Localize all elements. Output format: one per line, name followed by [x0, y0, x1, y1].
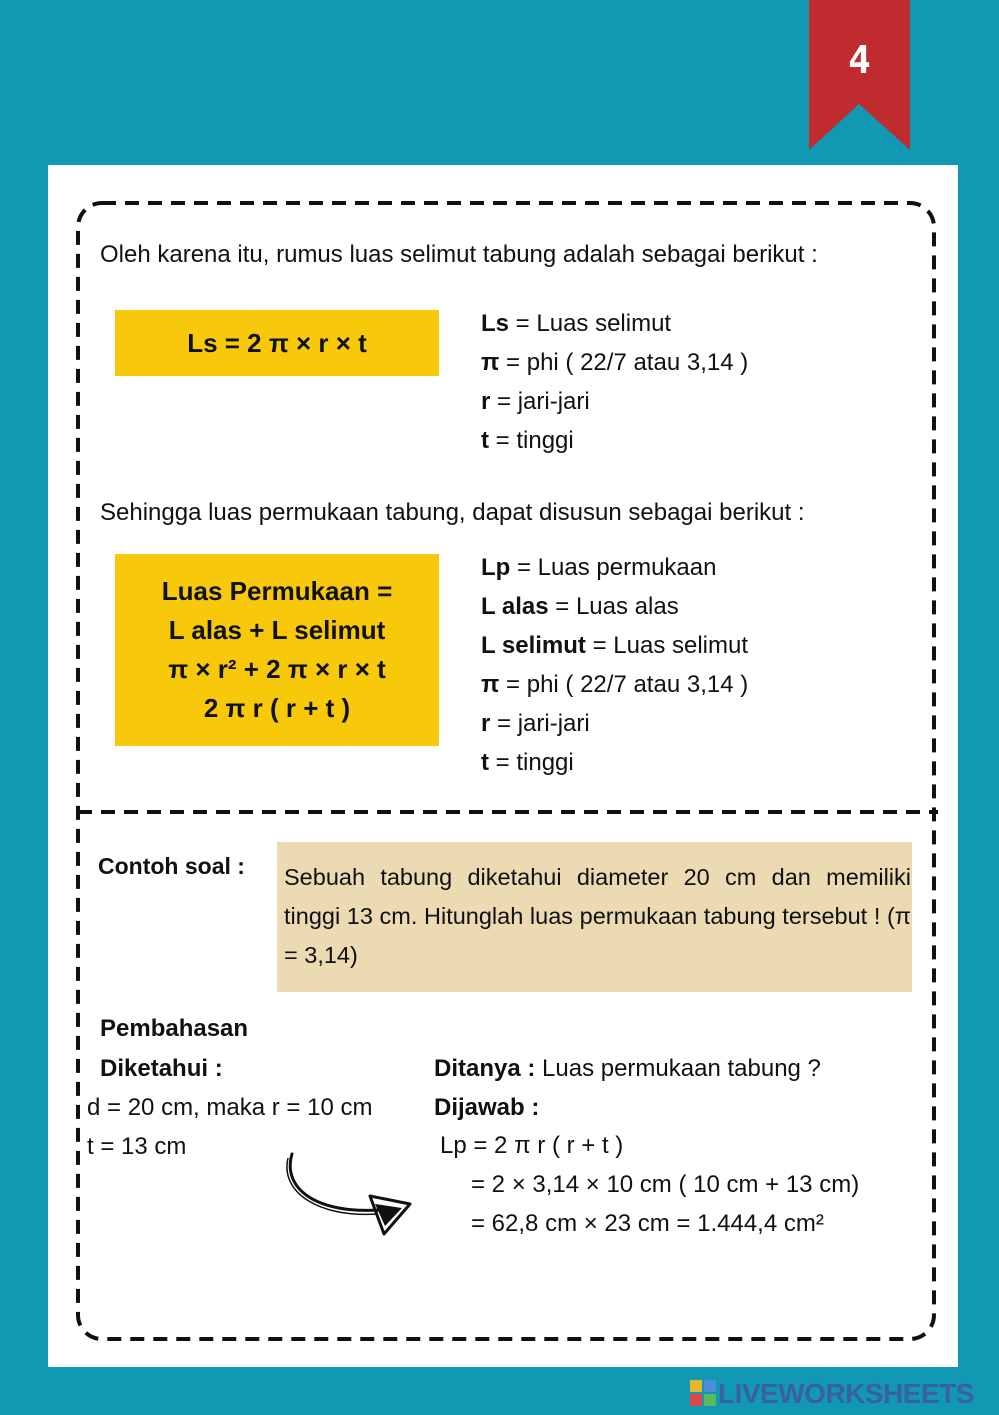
answer-line: = 2 × 3,14 × 10 cm ( 10 cm + 13 cm) [471, 1171, 860, 1198]
legend-item: t = tinggi [481, 427, 574, 454]
page-number: 4 [848, 38, 871, 82]
formula-box-selimut [115, 310, 439, 376]
answer-line: Lp = 2 π r ( r + t ) [440, 1132, 624, 1159]
formula-box-permukaan [115, 554, 439, 746]
legend-item: Ls = Luas selimut [481, 310, 672, 337]
liveworksheets-logo-icon [690, 1380, 716, 1406]
known-label: Diketahui : [100, 1055, 223, 1082]
formula-line: 2 π r ( r + t ) [203, 693, 351, 723]
curved-arrow-icon [280, 1148, 420, 1243]
example-label: Contoh soal : [98, 853, 245, 879]
legend-item: r = jari-jari [481, 710, 590, 737]
legend-item: t = tinggi [481, 749, 574, 776]
known-line: t = 13 cm [87, 1133, 187, 1160]
formula-line: L alas + L selimut [168, 615, 386, 645]
formula-ls: Ls = 2 π × r × t [187, 327, 367, 358]
solution-heading: Pembahasan [100, 1015, 249, 1042]
intro2-text: Sehingga luas permukaan tabung, dapat disusun sebagai berikut : [100, 499, 805, 526]
brand-text: LIVEWORKSHEETS [718, 1378, 974, 1409]
legend-item: π = phi ( 22/7 atau 3,14 ) [481, 671, 749, 698]
answer-label: Dijawab : [434, 1094, 540, 1121]
example-question-box: Sebuah tabung diketahui diameter 20 cm dan memiliki tinggi 13 cm. Hitunglah luas permukaan tabung tersebut ! (π = 3,14) [277, 842, 912, 992]
legend-item: L alas = Luas alas [481, 593, 679, 620]
asked-line: Ditanya : Luas permukaan tabung ? [434, 1055, 821, 1082]
known-line: d = 20 cm, maka r = 10 cm [87, 1094, 373, 1121]
formula-line: Luas Permukaan = [161, 576, 393, 606]
answer-line: = 62,8 cm × 23 cm = 1.444,4 cm² [471, 1210, 824, 1237]
intro-text: Oleh karena itu, rumus luas selimut tabung adalah sebagai berikut : [100, 241, 818, 268]
legend-item: r = jari-jari [481, 388, 590, 415]
formula-line: π × r² + 2 π × r × t [168, 654, 386, 684]
legend-item: Lp = Luas permukaan [481, 554, 717, 581]
legend-item: π = phi ( 22/7 atau 3,14 ) [481, 349, 749, 376]
legend-item: L selimut = Luas selimut [481, 632, 749, 659]
